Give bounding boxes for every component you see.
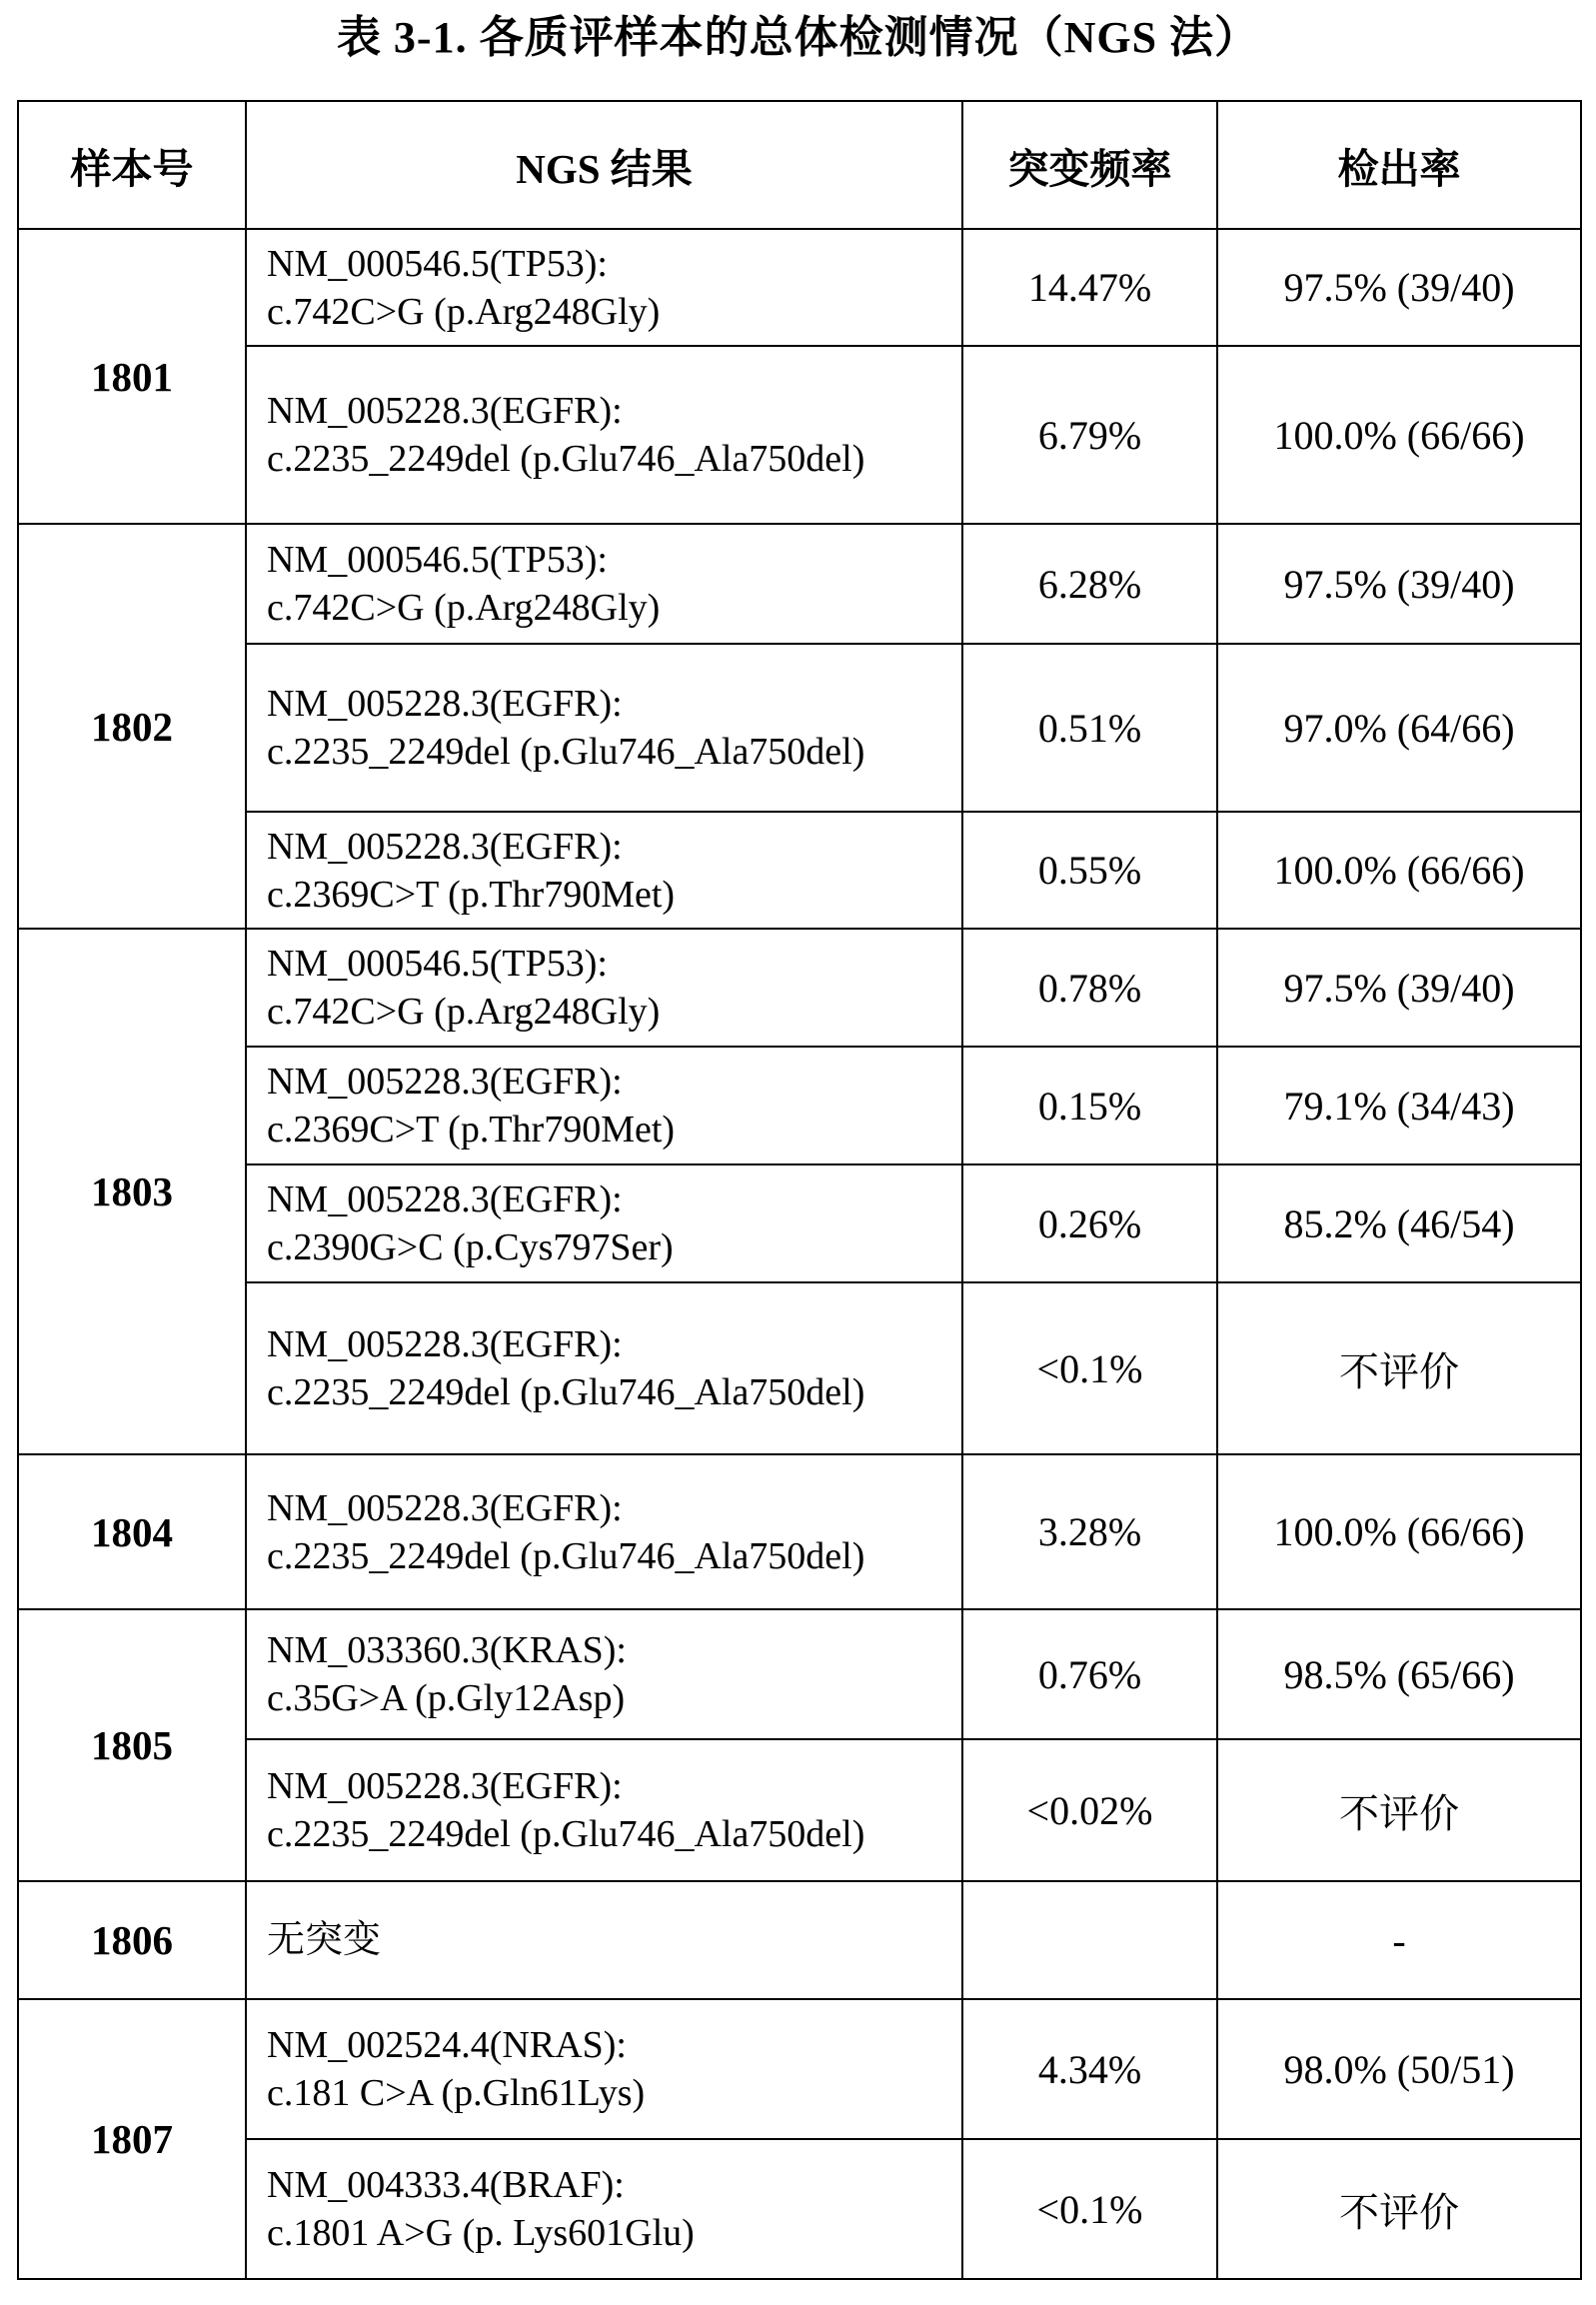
mutation-frequency: 4.34% bbox=[962, 1999, 1217, 2139]
detection-rate: 100.0% (66/66) bbox=[1217, 346, 1581, 524]
sample-id: 1806 bbox=[18, 1881, 246, 1999]
detection-rate: 98.0% (50/51) bbox=[1217, 1999, 1581, 2139]
variant-gene: NM_005228.3(EGFR): bbox=[267, 1178, 623, 1220]
detection-rate: 79.1% (34/43) bbox=[1217, 1047, 1581, 1164]
detection-rate: 97.5% (39/40) bbox=[1217, 524, 1581, 644]
ngs-result bbox=[246, 644, 962, 812]
table-row bbox=[18, 1454, 1581, 1609]
variant-gene: NM_005228.3(EGFR): bbox=[267, 1061, 623, 1103]
table-row bbox=[18, 1047, 1581, 1164]
variant-gene: NM_005228.3(EGFR): bbox=[267, 1323, 623, 1365]
ngs-result bbox=[246, 229, 962, 346]
sample-id: 1805 bbox=[18, 1609, 246, 1881]
detection-rate: 100.0% (66/66) bbox=[1217, 812, 1581, 929]
mutation-frequency: 6.79% bbox=[962, 346, 1217, 524]
variant-gene: NM_005228.3(EGFR): bbox=[267, 825, 623, 868]
ngs-result bbox=[246, 1282, 962, 1454]
variant-change: c.2390G>C (p.Cys797Ser) bbox=[267, 1226, 674, 1268]
ngs-results-table bbox=[17, 100, 1582, 2280]
variant-change: c.2235_2249del (p.Glu746_Ala750del) bbox=[267, 438, 865, 480]
table-row bbox=[18, 524, 1581, 644]
mutation-frequency: 6.28% bbox=[962, 524, 1217, 644]
table-row bbox=[18, 346, 1581, 524]
variant-gene: NM_005228.3(EGFR): bbox=[267, 1765, 623, 1807]
ngs-result bbox=[246, 1739, 962, 1881]
variant-gene: NM_005228.3(EGFR): bbox=[267, 683, 623, 725]
variant-change: c.742C>G (p.Arg248Gly) bbox=[267, 991, 661, 1033]
variant-change: c.1801 A>G (p. Lys601Glu) bbox=[267, 2212, 695, 2254]
variant-gene: NM_033360.3(KRAS): bbox=[267, 1629, 627, 1671]
ngs-result bbox=[246, 1164, 962, 1282]
variant-change: c.181 C>A (p.Gln61Lys) bbox=[267, 2072, 646, 2114]
mutation-frequency: 0.51% bbox=[962, 644, 1217, 812]
ngs-result bbox=[246, 2139, 962, 2279]
header-row bbox=[18, 101, 1581, 229]
variant-gene: NM_000546.5(TP53): bbox=[267, 943, 608, 985]
sample-id: 1801 bbox=[18, 229, 246, 524]
variant-gene: NM_000546.5(TP53): bbox=[267, 539, 608, 581]
detection-rate: 100.0% (66/66) bbox=[1217, 1454, 1581, 1609]
variant-gene: NM_005228.3(EGFR): bbox=[267, 1486, 623, 1529]
detection-rate: 97.5% (39/40) bbox=[1217, 929, 1581, 1047]
table-row bbox=[18, 1164, 1581, 1282]
detection-rate: 97.0% (64/66) bbox=[1217, 644, 1581, 812]
mutation-frequency: 3.28% bbox=[962, 1454, 1217, 1609]
mutation-frequency bbox=[962, 1881, 1217, 1999]
variant-change: c.35G>A (p.Gly12Asp) bbox=[267, 1677, 626, 1719]
table-row bbox=[18, 1739, 1581, 1881]
detection-rate: 不评价 bbox=[1217, 2139, 1581, 2279]
detection-rate: 98.5% (65/66) bbox=[1217, 1609, 1581, 1739]
ngs-result bbox=[246, 1609, 962, 1739]
header-result: NGS 结果 bbox=[246, 101, 962, 229]
table-body bbox=[18, 229, 1581, 2279]
detection-rate: 85.2% (46/54) bbox=[1217, 1164, 1581, 1282]
variant-change: c.2235_2249del (p.Glu746_Ala750del) bbox=[267, 731, 865, 773]
ngs-result bbox=[246, 1454, 962, 1609]
variant-change: c.2369C>T (p.Thr790Met) bbox=[267, 1109, 676, 1151]
table-row bbox=[18, 1609, 1581, 1739]
detection-rate: - bbox=[1217, 1881, 1581, 1999]
mutation-frequency: <0.02% bbox=[962, 1739, 1217, 1881]
mutation-frequency: 0.55% bbox=[962, 812, 1217, 929]
detection-rate: 不评价 bbox=[1217, 1282, 1581, 1454]
variant-change: c.2235_2249del (p.Glu746_Ala750del) bbox=[267, 1813, 865, 1855]
header-frequency: 突变频率 bbox=[962, 101, 1217, 229]
detection-rate: 不评价 bbox=[1217, 1739, 1581, 1881]
variant-gene: NM_004333.4(BRAF): bbox=[267, 2164, 625, 2206]
table-row bbox=[18, 229, 1581, 346]
variant-gene: NM_000546.5(TP53): bbox=[267, 242, 608, 285]
sample-id: 1803 bbox=[18, 929, 246, 1454]
header-sample: 样本号 bbox=[18, 101, 246, 229]
mutation-frequency: 0.76% bbox=[962, 1609, 1217, 1739]
mutation-frequency: <0.1% bbox=[962, 1282, 1217, 1454]
table-row bbox=[18, 1999, 1581, 2139]
table-row bbox=[18, 1881, 1581, 1999]
table-row bbox=[18, 1282, 1581, 1454]
table-row bbox=[18, 2139, 1581, 2279]
variant-change: c.742C>G (p.Arg248Gly) bbox=[267, 587, 661, 629]
ngs-result bbox=[246, 929, 962, 1047]
variant-change: c.2235_2249del (p.Glu746_Ala750del) bbox=[267, 1371, 865, 1413]
table-title: 表 3-1. 各质评样本的总体检测情况（NGS 法） bbox=[336, 13, 1260, 62]
no-mutation-text: 无突变 bbox=[267, 1919, 382, 1961]
variant-change: c.2369C>T (p.Thr790Met) bbox=[267, 873, 676, 916]
mutation-frequency: 0.26% bbox=[962, 1164, 1217, 1282]
mutation-frequency: 0.78% bbox=[962, 929, 1217, 1047]
sample-id: 1802 bbox=[18, 524, 246, 929]
ngs-result bbox=[246, 812, 962, 929]
mutation-frequency: 14.47% bbox=[962, 229, 1217, 346]
table-row bbox=[18, 929, 1581, 1047]
detection-rate: 97.5% (39/40) bbox=[1217, 229, 1581, 346]
header-detection-rate: 检出率 bbox=[1217, 101, 1581, 229]
variant-gene: NM_005228.3(EGFR): bbox=[267, 390, 623, 432]
table-row bbox=[18, 812, 1581, 929]
variant-change: c.742C>G (p.Arg248Gly) bbox=[267, 290, 661, 333]
variant-change: c.2235_2249del (p.Glu746_Ala750del) bbox=[267, 1534, 865, 1577]
ngs-result bbox=[246, 1999, 962, 2139]
table-row bbox=[18, 644, 1581, 812]
ngs-result bbox=[246, 1881, 962, 1999]
ngs-result bbox=[246, 346, 962, 524]
mutation-frequency: 0.15% bbox=[962, 1047, 1217, 1164]
ngs-result bbox=[246, 1047, 962, 1164]
sample-id: 1807 bbox=[18, 1999, 246, 2279]
ngs-result bbox=[246, 524, 962, 644]
sample-id: 1804 bbox=[18, 1454, 246, 1609]
mutation-frequency: <0.1% bbox=[962, 2139, 1217, 2279]
variant-gene: NM_002524.4(NRAS): bbox=[267, 2024, 627, 2066]
